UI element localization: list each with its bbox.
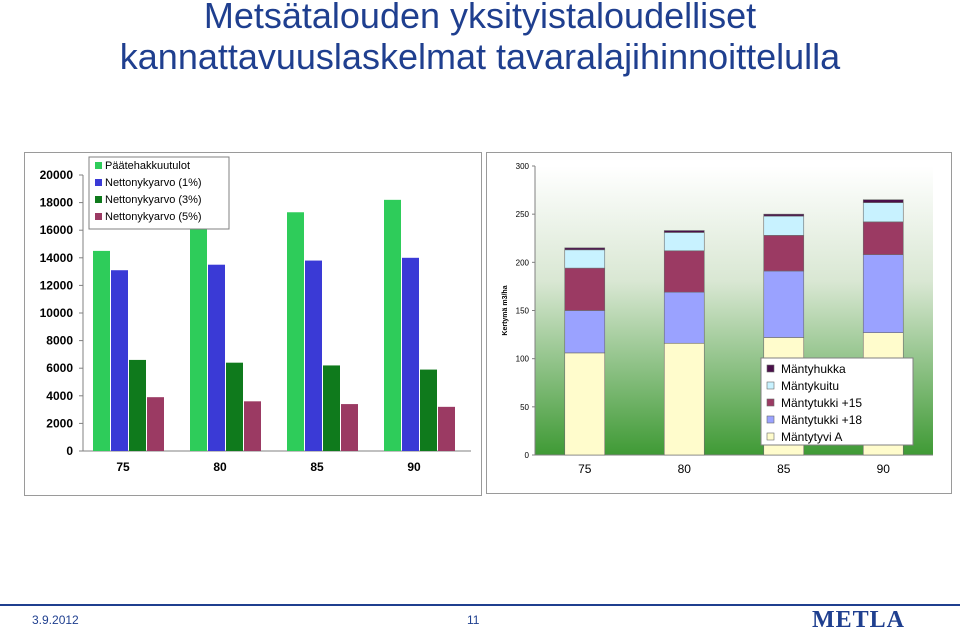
- y-tick-label: 250: [515, 210, 529, 220]
- legend-swatch: [95, 179, 102, 186]
- y-tick-label: 20000: [39, 168, 73, 182]
- y-axis-title: Kertymä m3/ha: [502, 285, 509, 336]
- bar-2-80: [208, 265, 225, 451]
- y-tick-label: 300: [515, 162, 529, 171]
- x-tick-label: 90: [876, 462, 890, 476]
- y-tick-label: 12000: [39, 278, 73, 293]
- bar-1-75: [93, 251, 110, 451]
- stack-seg-3-80: [664, 251, 704, 292]
- legend-swatch: [767, 416, 774, 423]
- stack-seg-5-90: [863, 200, 903, 203]
- bar-4-75: [147, 397, 164, 451]
- bar-2-90: [402, 258, 419, 451]
- footer-page-number: 11: [467, 613, 480, 627]
- stack-seg-5-85: [764, 214, 804, 216]
- x-tick-label: 75: [578, 462, 592, 476]
- legend-swatch: [767, 365, 774, 372]
- y-tick-label: 100: [515, 354, 529, 364]
- stack-seg-2-85: [764, 271, 804, 337]
- legend-swatch: [95, 213, 102, 220]
- bar-4-85: [341, 404, 358, 451]
- bar-4-90: [438, 407, 455, 451]
- chart-cumulative-volume-svg: [487, 153, 951, 493]
- stack-seg-5-75: [565, 248, 605, 250]
- stack-seg-2-80: [664, 292, 704, 343]
- legend-label: Nettonykyarvo (3%): [105, 194, 202, 206]
- x-tick-label: 85: [310, 460, 324, 474]
- footer-divider: [0, 604, 960, 606]
- stack-seg-3-75: [565, 268, 605, 310]
- y-tick-label: 150: [515, 306, 529, 316]
- bar-4-80: [244, 401, 261, 451]
- legend-swatch: [767, 399, 774, 406]
- bar-3-85: [323, 365, 340, 451]
- stack-seg-4-75: [565, 250, 605, 268]
- x-tick-label: 80: [677, 462, 691, 476]
- stack-seg-3-90: [863, 222, 903, 255]
- slide-title-line2: kannattavuuslaskelmat tavaralajihinnoittelulla: [119, 36, 841, 77]
- bar-2-75: [111, 270, 128, 451]
- stack-seg-3-85: [764, 235, 804, 271]
- x-tick-label: 85: [777, 462, 791, 476]
- bar-1-85: [287, 212, 304, 451]
- y-tick-label: 16000: [39, 223, 73, 238]
- legend-label: Päätehakkuutulot: [105, 160, 191, 172]
- bar-3-75: [129, 360, 146, 451]
- stack-seg-2-75: [565, 311, 605, 353]
- legend-label: Mäntykuitu: [781, 379, 840, 393]
- y-tick-label: 6000: [46, 361, 73, 376]
- legend-label: Nettonykyarvo (1%): [105, 177, 202, 189]
- y-tick-label: 4000: [46, 388, 73, 403]
- chart-income-npv-svg: [25, 153, 481, 495]
- chart-income-npv: [24, 152, 482, 496]
- y-tick-label: 0: [524, 451, 529, 460]
- stack-seg-5-80: [664, 231, 704, 233]
- bar-1-80: [190, 223, 207, 451]
- stack-seg-2-90: [863, 255, 903, 333]
- y-tick-label: 0: [66, 444, 73, 458]
- legend-label: Mäntyhukka: [781, 362, 846, 376]
- metla-logo: METLA: [812, 607, 906, 633]
- stack-seg-1-80: [664, 343, 704, 455]
- bar-1-90: [384, 200, 401, 451]
- y-tick-label: 200: [515, 258, 529, 268]
- legend-swatch: [95, 196, 102, 203]
- bar-3-80: [226, 363, 243, 451]
- stack-seg-4-80: [664, 232, 704, 250]
- chart-cumulative-volume: [486, 152, 952, 494]
- legend-label: Mäntytukki +15: [781, 396, 863, 410]
- y-tick-label: 18000: [39, 195, 73, 210]
- legend-swatch: [767, 433, 774, 440]
- x-tick-label: 80: [213, 460, 227, 474]
- x-tick-label: 75: [116, 460, 130, 474]
- legend-label: Nettonykyarvo (5%): [105, 211, 202, 223]
- bar-2-85: [305, 261, 322, 451]
- y-tick-label: 50: [520, 402, 529, 412]
- bar-3-90: [420, 370, 437, 451]
- footer-date: 3.9.2012: [32, 613, 79, 627]
- y-tick-label: 2000: [46, 416, 73, 431]
- slide-footer: [0, 604, 960, 640]
- legend-swatch: [767, 382, 774, 389]
- y-tick-label: 10000: [39, 306, 73, 320]
- legend-label: Mäntytukki +18: [781, 413, 863, 427]
- stack-seg-4-85: [764, 216, 804, 235]
- legend-label: Mäntytyvi A: [781, 430, 843, 444]
- stack-seg-4-90: [863, 203, 903, 222]
- legend-swatch: [95, 162, 102, 169]
- y-tick-label: 14000: [39, 250, 73, 265]
- x-tick-label: 90: [407, 460, 421, 474]
- y-tick-label: 8000: [46, 333, 73, 348]
- stack-seg-1-75: [565, 353, 605, 455]
- slide-title-line1: Metsätalouden yksityistaloudelliset: [203, 0, 757, 36]
